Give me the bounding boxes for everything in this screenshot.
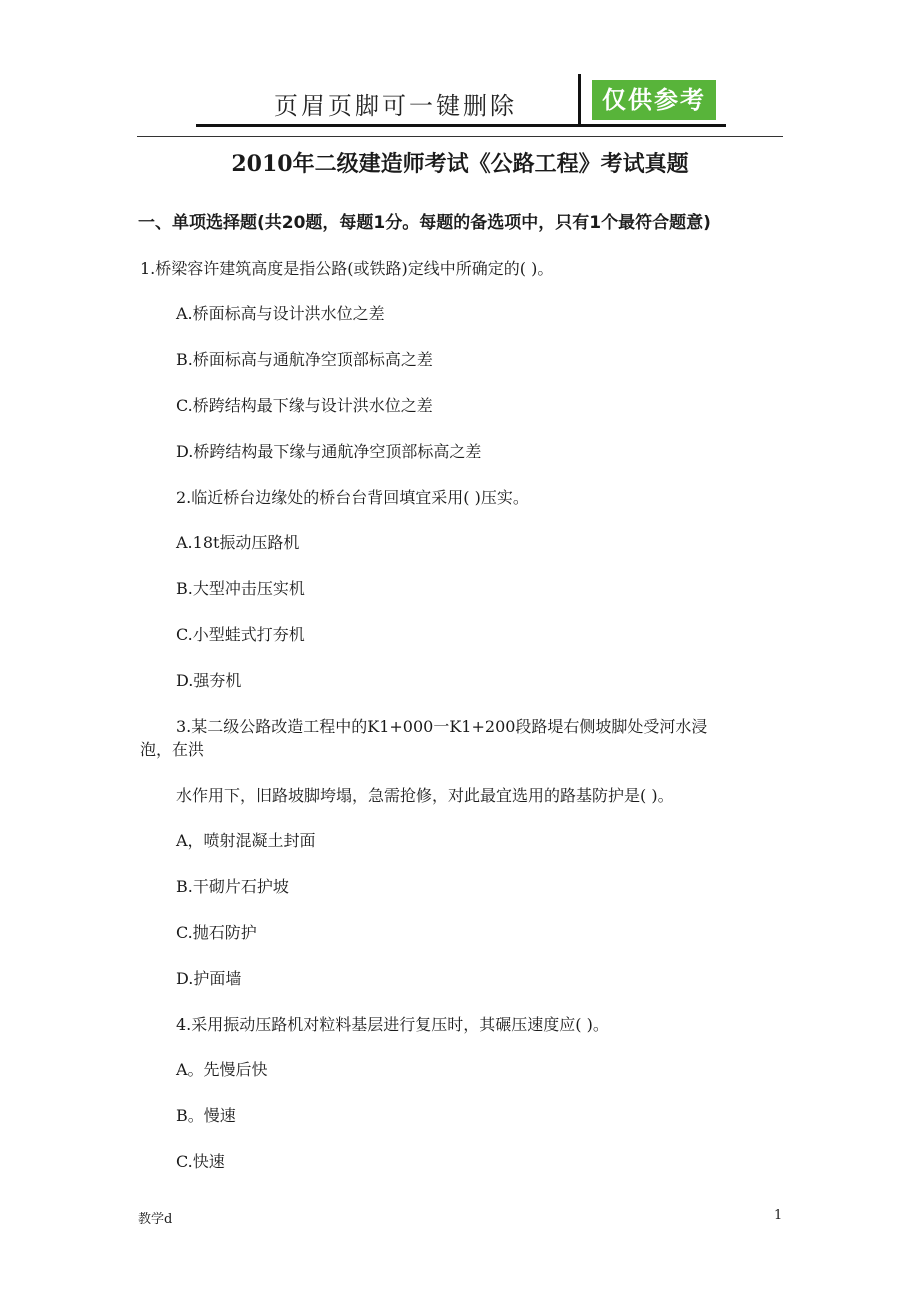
header-rule: [137, 136, 783, 137]
question-3-stem: 3.某二级公路改造工程中的K1+000一K1+200段路堤右侧坡脚处受河水浸: [176, 717, 708, 736]
header-text: 页眉页脚可一键删除: [274, 92, 517, 120]
question-1-stem: 1.桥梁容许建筑高度是指公路(或铁路)定线中所确定的( )。: [140, 259, 554, 278]
question-4-option-c: C.快速: [176, 1152, 225, 1171]
question-1-option-a: A.桥面标高与设计洪水位之差: [176, 304, 385, 323]
question-1-option-b: B.桥面标高与通航净空顶部标高之差: [176, 350, 433, 369]
question-2-option-c: C.小型蛙式打夯机: [176, 625, 305, 644]
question-2-option-b: B.大型冲击压实机: [176, 579, 305, 598]
footer-label: 教学d: [138, 1212, 173, 1227]
question-4-stem: 4.采用振动压路机对粒料基层进行复压时，其碾压速度应( )。: [176, 1015, 609, 1034]
question-4-option-b: B。慢速: [176, 1106, 236, 1125]
question-4-option-a: A。先慢后快: [176, 1060, 268, 1079]
question-2-option-a: A.18t振动压路机: [176, 533, 300, 552]
question-2-stem: 2.临近桥台边缘处的桥台台背回填宜采用( )压实。: [176, 488, 529, 507]
page-header: [0, 0, 920, 150]
question-1-option-c: C.桥跨结构最下缘与设计洪水位之差: [176, 396, 433, 415]
header-badge: 仅供参考: [592, 80, 716, 120]
question-3-option-d: D.护面墙: [176, 969, 242, 988]
question-3-option-c: C.抛石防护: [176, 923, 257, 942]
page-number: 1: [774, 1208, 783, 1223]
header-underline: [196, 124, 726, 127]
section-heading: 一、单项选择题(共20题，每题1分。每题的备选项中，只有1个最符合题意): [138, 213, 711, 233]
document-title: 2010年二级建造师考试《公路工程》考试真题: [231, 151, 689, 177]
header-divider: [578, 74, 581, 126]
question-3-option-b: B.干砌片石护坡: [176, 877, 289, 896]
question-3-stem-line3: 水作用下，旧路坡脚垮塌，急需抢修，对此最宜选用的路基防护是( )。: [176, 786, 674, 805]
question-3-option-a: A，喷射混凝土封面: [176, 831, 316, 850]
question-3-stem-line2: 泡，在洪: [140, 740, 205, 759]
question-1-option-d: D.桥跨结构最下缘与通航净空顶部标高之差: [176, 442, 482, 461]
question-2-option-d: D.强夯机: [176, 671, 242, 690]
